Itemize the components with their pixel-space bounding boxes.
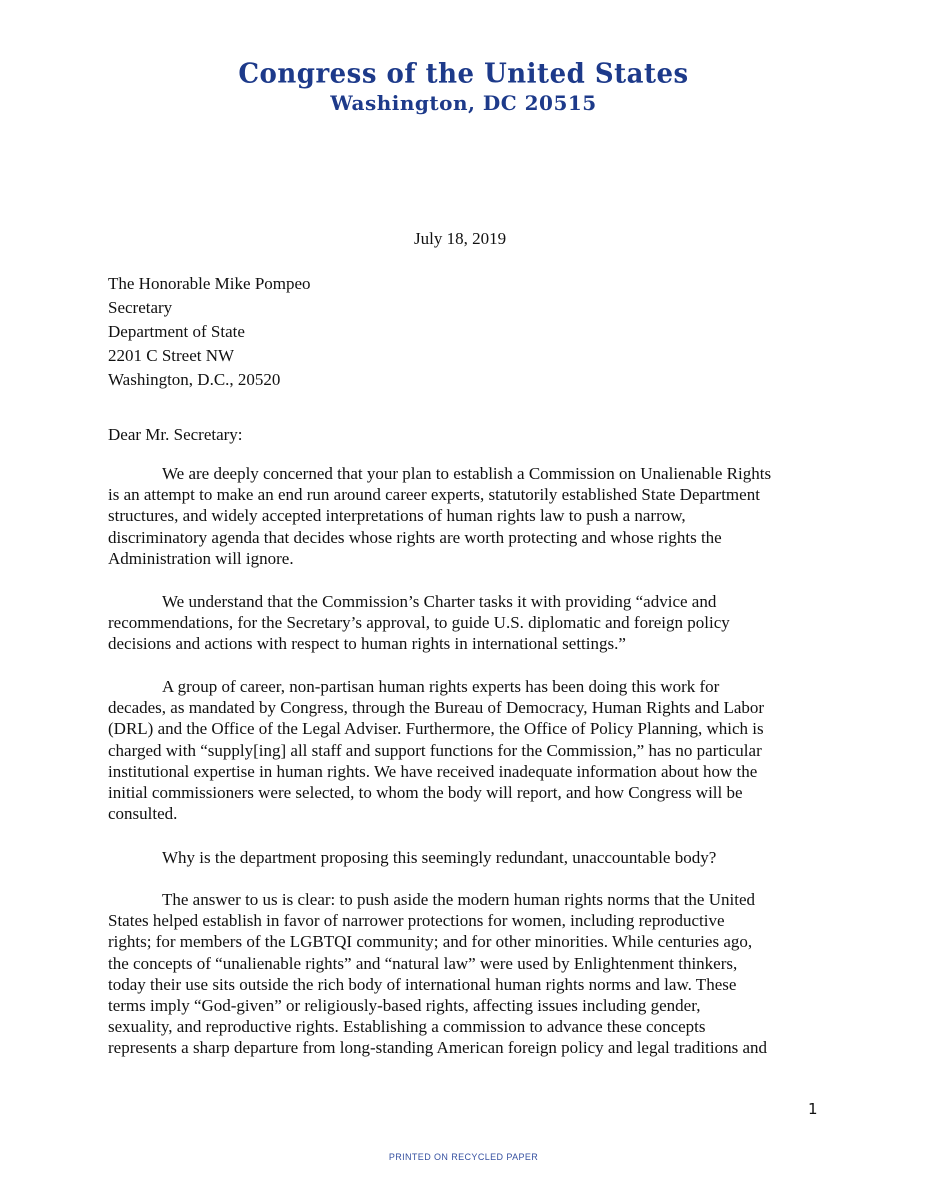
- recipient-street: 2201 C Street NW: [108, 346, 235, 365]
- paragraph-line: Why is the department proposing this seemingly redundant, unaccountable body?: [162, 848, 717, 867]
- paragraph-line: the concepts of “unalienable rights” and “natural law” were used by Enlightenment thinkers,: [108, 953, 738, 973]
- paragraph-line: discriminatory agenda that decides whose rights are worth protecting and whose rights the: [108, 527, 722, 547]
- salutation: Dear Mr. Secretary:: [108, 425, 243, 444]
- recipient-title: Secretary: [108, 298, 173, 317]
- paragraph-line: initial commissioners were selected, to whom the body will report, and how Congress will be: [108, 783, 743, 803]
- paragraph-line: A group of career, non-partisan human rights experts has been doing this work for: [162, 677, 720, 696]
- paragraph-line: decisions and actions with respect to human rights in international settings.”: [108, 634, 626, 654]
- letterhead-title: Congress of the United States: [238, 58, 689, 90]
- paragraph-line: terms imply “God-given” or religiously-based rights, affecting issues including gender,: [108, 996, 701, 1016]
- recipient-department: Department of State: [108, 322, 245, 341]
- recycled-paper-footer: PRINTED ON RECYCLED PAPER: [388, 1152, 539, 1162]
- recipient-address: [108, 272, 311, 392]
- paragraph-2: [108, 591, 843, 655]
- paragraph-line: sexuality, and reproductive rights. Establishing a commission to advance these concepts: [108, 1017, 706, 1037]
- paragraph-line: recommendations, for the Secretary’s approval, to guide U.S. diplomatic and foreign policy: [108, 613, 730, 633]
- paragraph-line: (DRL) and the Office of the Legal Adviser. Furthermore, the Office of Policy Planning, which is: [108, 719, 764, 739]
- paragraph-3: [108, 676, 843, 824]
- paragraph-line: decades, as mandated by Congress, through the Bureau of Democracy, Human Rights and Labor: [108, 698, 765, 718]
- paragraph-4: [108, 847, 843, 868]
- paragraph-line: The answer to us is clear: to push aside the modern human rights norms that the United: [162, 890, 755, 909]
- paragraph-line: We understand that the Commission’s Charter tasks it with providing “advice and: [162, 592, 717, 611]
- recipient-name: The Honorable Mike Pompeo: [108, 274, 311, 293]
- paragraph-line: structures, and widely accepted interpretations of human rights law to push a narrow,: [108, 506, 686, 526]
- letterhead: [0, 58, 927, 116]
- recipient-city: Washington, D.C., 20520: [108, 370, 281, 389]
- paragraph-line: consulted.: [108, 804, 178, 824]
- paragraph-line: represents a sharp departure from long-standing American foreign policy and legal traditions and: [108, 1038, 768, 1058]
- paragraph-line: rights; for members of the LGBTQI community; and for other minorities. While centuries ago,: [108, 932, 753, 952]
- letterhead-address: Washington, DC 20515: [330, 91, 597, 115]
- paragraph-line: We are deeply concerned that your plan to establish a Commission on Unalienable Rights: [162, 464, 772, 483]
- paragraph-5: [108, 889, 843, 1059]
- paragraph-line: Administration will ignore.: [108, 548, 294, 568]
- paragraph-line: is an attempt to make an end run around career experts, statutorily established State Department: [108, 485, 760, 505]
- paragraph-line: States helped establish in favor of narrower protections for women, including reproductive: [108, 911, 725, 931]
- paragraph-line: charged with “supply[ing] all staff and support functions for the Commission,” has no particular: [108, 740, 762, 760]
- paragraph-line: today their use sits outside the rich body of international human rights norms and law. These: [108, 974, 737, 994]
- paragraph-line: institutional expertise in human rights. We have received inadequate information about how the: [108, 761, 758, 781]
- page-number: 1: [808, 1100, 818, 1118]
- paragraph-1: [108, 463, 843, 569]
- letter-date: July 18, 2019: [414, 229, 507, 248]
